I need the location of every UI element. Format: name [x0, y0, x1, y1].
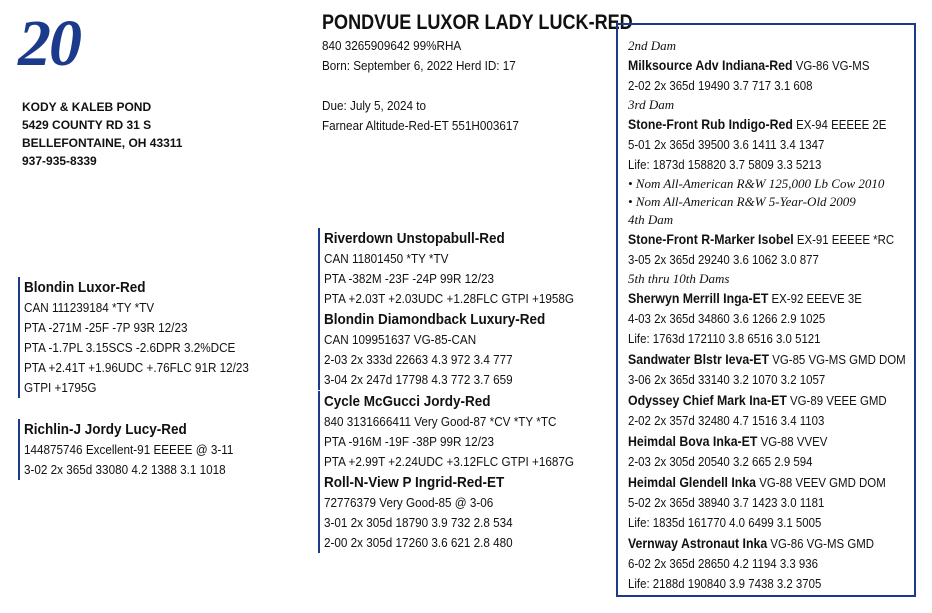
dam-dam-line: 2-00 2x 305d 17260 3.6 621 2.8 480 [324, 535, 513, 550]
sire-ancestry-block [318, 228, 602, 390]
ancestor-record: 2-02 2x 357d 32480 4.7 1516 3.4 1103 [628, 413, 825, 428]
animal-name: PONDVUE LUXOR LADY LUCK-RED [322, 11, 633, 34]
dam-dam-name: Roll-N-View P Ingrid-Red-ET [324, 474, 505, 491]
sire-sire-name: Riverdown Unstopabull-Red [324, 230, 505, 247]
ancestor-lifetime: Life: 2188d 190840 3.9 7438 3.2 3705 [628, 576, 822, 591]
ancestor-name: Heimdal Glendell Inka VG-88 VEEV GMD DOM [628, 474, 886, 490]
sire-sire-line: CAN 11801450 *TY *TV [324, 251, 449, 266]
second-dam-record: 2-02 2x 365d 19490 3.7 717 3.1 608 [628, 78, 813, 93]
sire-line: PTA +2.41T +1.96UDC +.76FLC 91R 12/23 [24, 360, 249, 375]
sire-line: PTA -271M -25F -7P 93R 12/23 [24, 320, 188, 335]
sire-dam-line: 2-03 2x 333d 22663 4.3 972 3.4 777 [324, 352, 513, 367]
dam-sire-name: Cycle McGucci Jordy-Red [324, 393, 491, 410]
ancestor-record: 2-03 2x 305d 20540 3.2 665 2.9 594 [628, 454, 813, 469]
ancestor-name: Heimdal Bova Inka-ET VG-88 VVEV [628, 433, 828, 449]
maternal-line-box [616, 23, 916, 597]
ancestor-name: Sandwater Blstr Ieva-ET VG-85 VG-MS GMD DOM [628, 351, 906, 367]
dam-ancestry-block [318, 391, 602, 553]
sire-line: GTPI +1795G [24, 380, 97, 395]
animal-birth: Born: September 6, 2022 Herd ID: 17 [322, 58, 516, 73]
ancestor-record: 5-02 2x 365d 38940 3.7 1423 3.0 1181 [628, 495, 825, 510]
dam-dam-line: 72776379 Very Good-85 @ 3-06 [324, 495, 494, 510]
fifth-thru-tenth-label: 5th thru 10th Dams [628, 271, 730, 286]
ancestor-record: 3-06 2x 365d 33140 3.2 1070 3.2 1057 [628, 372, 826, 387]
fourth-dam-name: Stone-Front R-Marker Isobel EX-91 EEEEE *RC [628, 231, 895, 247]
ancestor-record: 6-02 2x 365d 28650 4.2 1194 3.3 936 [628, 556, 818, 571]
ancestor-lifetime: Life: 1763d 172110 3.8 6516 3.0 5121 [628, 331, 821, 346]
dam-line: 144875746 Excellent-91 EEEEE @ 3-11 [24, 442, 234, 457]
sire-block [18, 277, 274, 398]
consignor-info [22, 98, 182, 170]
ancestor-lifetime: Life: 1835d 161770 4.0 6499 3.1 5005 [628, 515, 822, 530]
dam-sire-line: PTA -916M -19F -38P 99R 12/23 [324, 434, 494, 449]
sire-line: CAN 111239184 *TY *TV [24, 300, 155, 315]
animal-registration: 840 3265909642 99%RHA [322, 38, 462, 53]
ancestor-name: Odyssey Chief Mark Ina-ET VG-89 VEEE GMD [628, 392, 887, 408]
dam-sire-line: 840 3131666411 Very Good-87 *CV *TY *TC [324, 414, 557, 429]
lot-number: 20 [18, 7, 80, 80]
consignor-address: 5429 COUNTY RD 31 S [22, 118, 152, 132]
consignor-name: KODY & KALEB POND [22, 100, 152, 114]
sire-dam-line: CAN 109951637 VG-85-CAN [324, 332, 477, 347]
second-dam-name: Milksource Adv Indiana-Red VG-86 VG-MS [628, 57, 870, 73]
dam-name: Richlin-J Jordy Lucy-Red [24, 421, 187, 438]
ancestor-name: Vernway Astronaut Inka VG-86 VG-MS GMD [628, 535, 875, 551]
due-date: Due: July 5, 2024 to [322, 98, 427, 113]
award-note: • Nom All-American R&W 5-Year-Old 2009 [628, 194, 856, 209]
third-dam-lifetime: Life: 1873d 158820 3.7 5809 3.3 5213 [628, 157, 822, 172]
fourth-dam-record: 3-05 2x 365d 29240 3.6 1062 3.0 877 [628, 252, 819, 267]
consignor-city: BELLEFONTAINE, OH 43311 [22, 136, 183, 150]
fourth-dam-label: 4th Dam [628, 212, 674, 227]
sire-dam-line: 3-04 2x 247d 17798 4.3 772 3.7 659 [324, 372, 513, 387]
dam-line: 3-02 2x 365d 33080 4.2 1388 3.1 1018 [24, 462, 226, 477]
ancestor-name: Sherwyn Merrill Inga-ET EX-92 EEEVE 3E [628, 290, 862, 306]
award-note: • Nom All-American R&W 125,000 Lb Cow 2010 [628, 176, 885, 191]
third-dam-label: 3rd Dam [628, 97, 675, 112]
consignor-phone: 937-935-8339 [22, 154, 97, 168]
sire-name: Blondin Luxor-Red [24, 279, 146, 296]
third-dam-record: 5-01 2x 365d 39500 3.6 1411 3.4 1347 [628, 137, 825, 152]
sire-sire-line: PTA -382M -23F -24P 99R 12/23 [324, 271, 494, 286]
sire-line: PTA -1.7PL 3.15SCS -2.6DPR 3.2%DCE [24, 340, 236, 355]
second-dam-label: 2nd Dam [628, 38, 677, 53]
sire-dam-name: Blondin Diamondback Luxury-Red [324, 311, 546, 328]
ancestor-record: 4-03 2x 365d 34860 3.6 1266 2.9 1025 [628, 311, 826, 326]
sire-sire-line: PTA +2.03T +2.03UDC +1.28FLC GTPI +1958G [324, 291, 574, 306]
dam-block [18, 419, 257, 480]
dam-dam-line: 3-01 2x 305d 18790 3.9 732 2.8 534 [324, 515, 513, 530]
third-dam-name: Stone-Front Rub Indigo-Red EX-94 EEEEE 2E [628, 116, 887, 132]
dam-sire-line: PTA +2.99T +2.24UDC +3.12FLC GTPI +1687G [324, 454, 574, 469]
due-service-sire: Farnear Altitude-Red-ET 551H003617 [322, 118, 519, 133]
